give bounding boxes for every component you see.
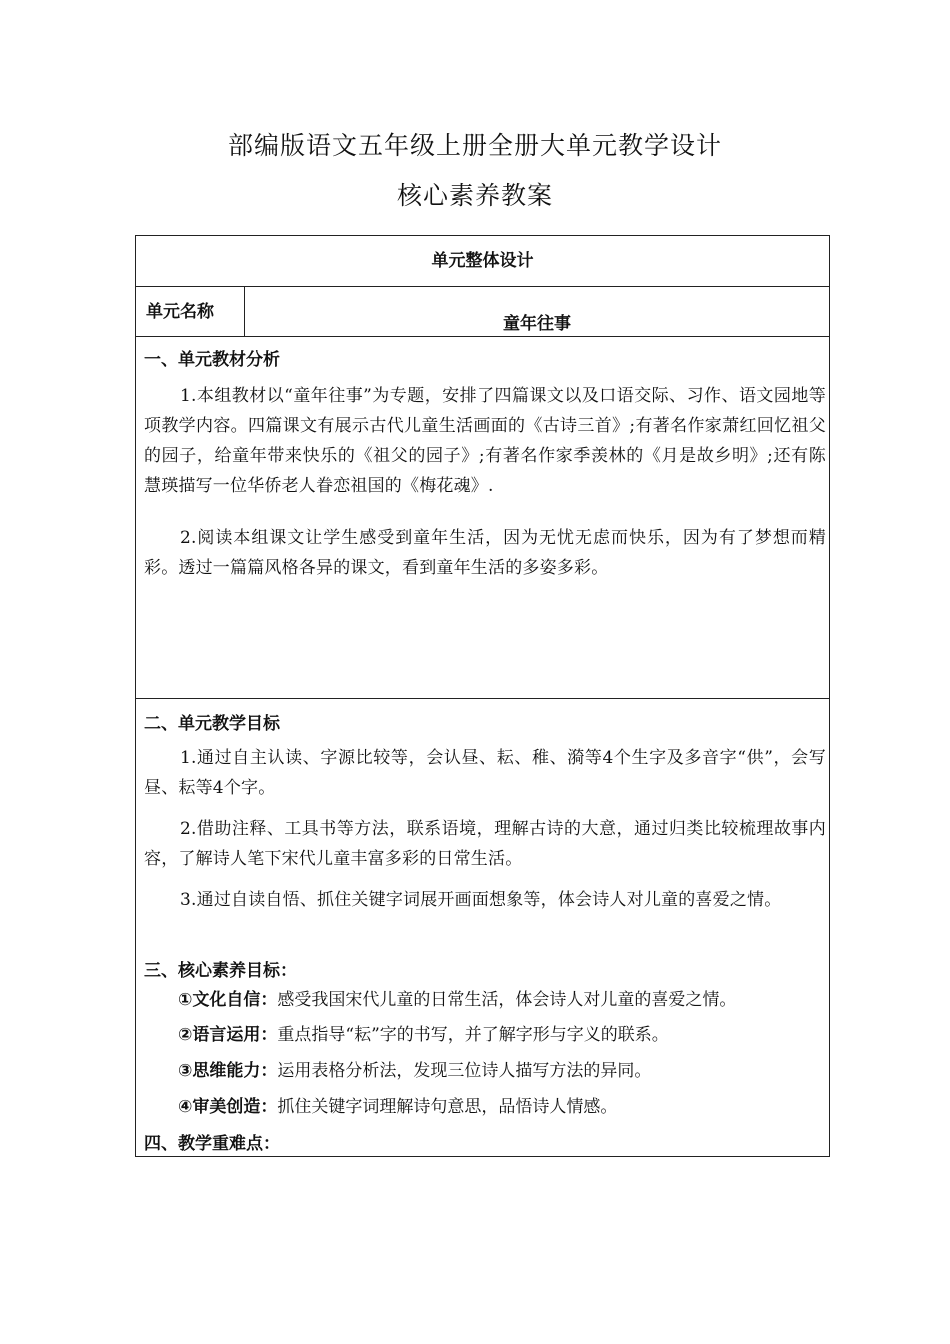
section-title-material-analysis: 一、单元教材分析 — [144, 350, 280, 370]
document-title: 部编版语文五年级上册全册大单元教学设计 — [227, 131, 722, 160]
core-goal-key: ④审美创造： — [178, 1097, 278, 1117]
section-material-analysis — [136, 337, 829, 699]
section-title-core-literacy: 三、核心素养目标： — [144, 961, 297, 981]
core-goal-key: ③思维能力： — [178, 1061, 278, 1081]
core-goal-key: ②语言运用： — [178, 1025, 278, 1045]
core-goal-text: 感受我国宋代儿童的日常生活，体会诗人对儿童的喜爱之情。 — [277, 990, 737, 1010]
core-goal-key: ①文化自信： — [178, 990, 278, 1010]
goal-paragraph-3: 3.通过自读自悟、抓住关键字词展开画面想象等，体会诗人对儿童的喜爱之情。 — [180, 890, 782, 910]
core-goal-item — [178, 1095, 828, 1119]
section-title-teaching-goals: 二、单元教学目标 — [144, 714, 280, 734]
unit-name-value: 童年往事 — [503, 314, 571, 334]
unit-name-label: 单元名称 — [136, 287, 245, 337]
core-goal-item — [178, 988, 828, 1012]
unit-name-row — [136, 287, 829, 337]
core-goal-item — [178, 1023, 828, 1047]
core-goal-item — [178, 1059, 828, 1083]
section-teaching-goals — [136, 699, 829, 1156]
core-goal-text: 抓住关键字词理解诗句意思，品悟诗人情感。 — [277, 1097, 618, 1117]
table-header: 单元整体设计 — [136, 236, 829, 287]
unit-design-table — [135, 235, 830, 1157]
material-paragraph-2: 2.阅读本组课文让学生感受到童年生活，因为无忧无虑而快乐，因为有了梦想而精彩。透过一篇篇风格各异的课文，看到童年生活的多姿多彩。 — [144, 528, 826, 578]
document-subtitle: 核心素养教案 — [396, 181, 553, 210]
goal-paragraph-1: 1.通过自主认读、字源比较等，会认昼、耘、稚、漪等4个生字及多音字“供”，会写昼、耘等4个字。 — [144, 748, 826, 798]
core-goal-text: 重点指导“耘”字的书写，并了解字形与字义的联系。 — [277, 1025, 669, 1045]
material-paragraph-1: 1.本组教材以“童年往事”为专题，安排了四篇课文以及口语交际、习作、语文园地等项教学内容。四篇课文有展示古代儿童生活画面的《古诗三首》;有著名作家萧红回忆祖父的园子，给童年带来快乐的《祖父的园子》;有著名作家季羡林的《月是故乡明》;还有陈慧瑛描写一位华侨老人眷恋祖国的《梅花魂》. — [144, 386, 826, 496]
section-title-key-difficulties: 四、教学重难点： — [144, 1134, 280, 1154]
core-goal-text: 运用表格分析法，发现三位诗人描写方法的异同。 — [277, 1061, 652, 1081]
goal-paragraph-2: 2.借助注释、工具书等方法，联系语境，理解古诗的大意，通过归类比较梳理故事内容，了解诗人笔下宋代儿童丰富多彩的日常生活。 — [144, 819, 826, 869]
